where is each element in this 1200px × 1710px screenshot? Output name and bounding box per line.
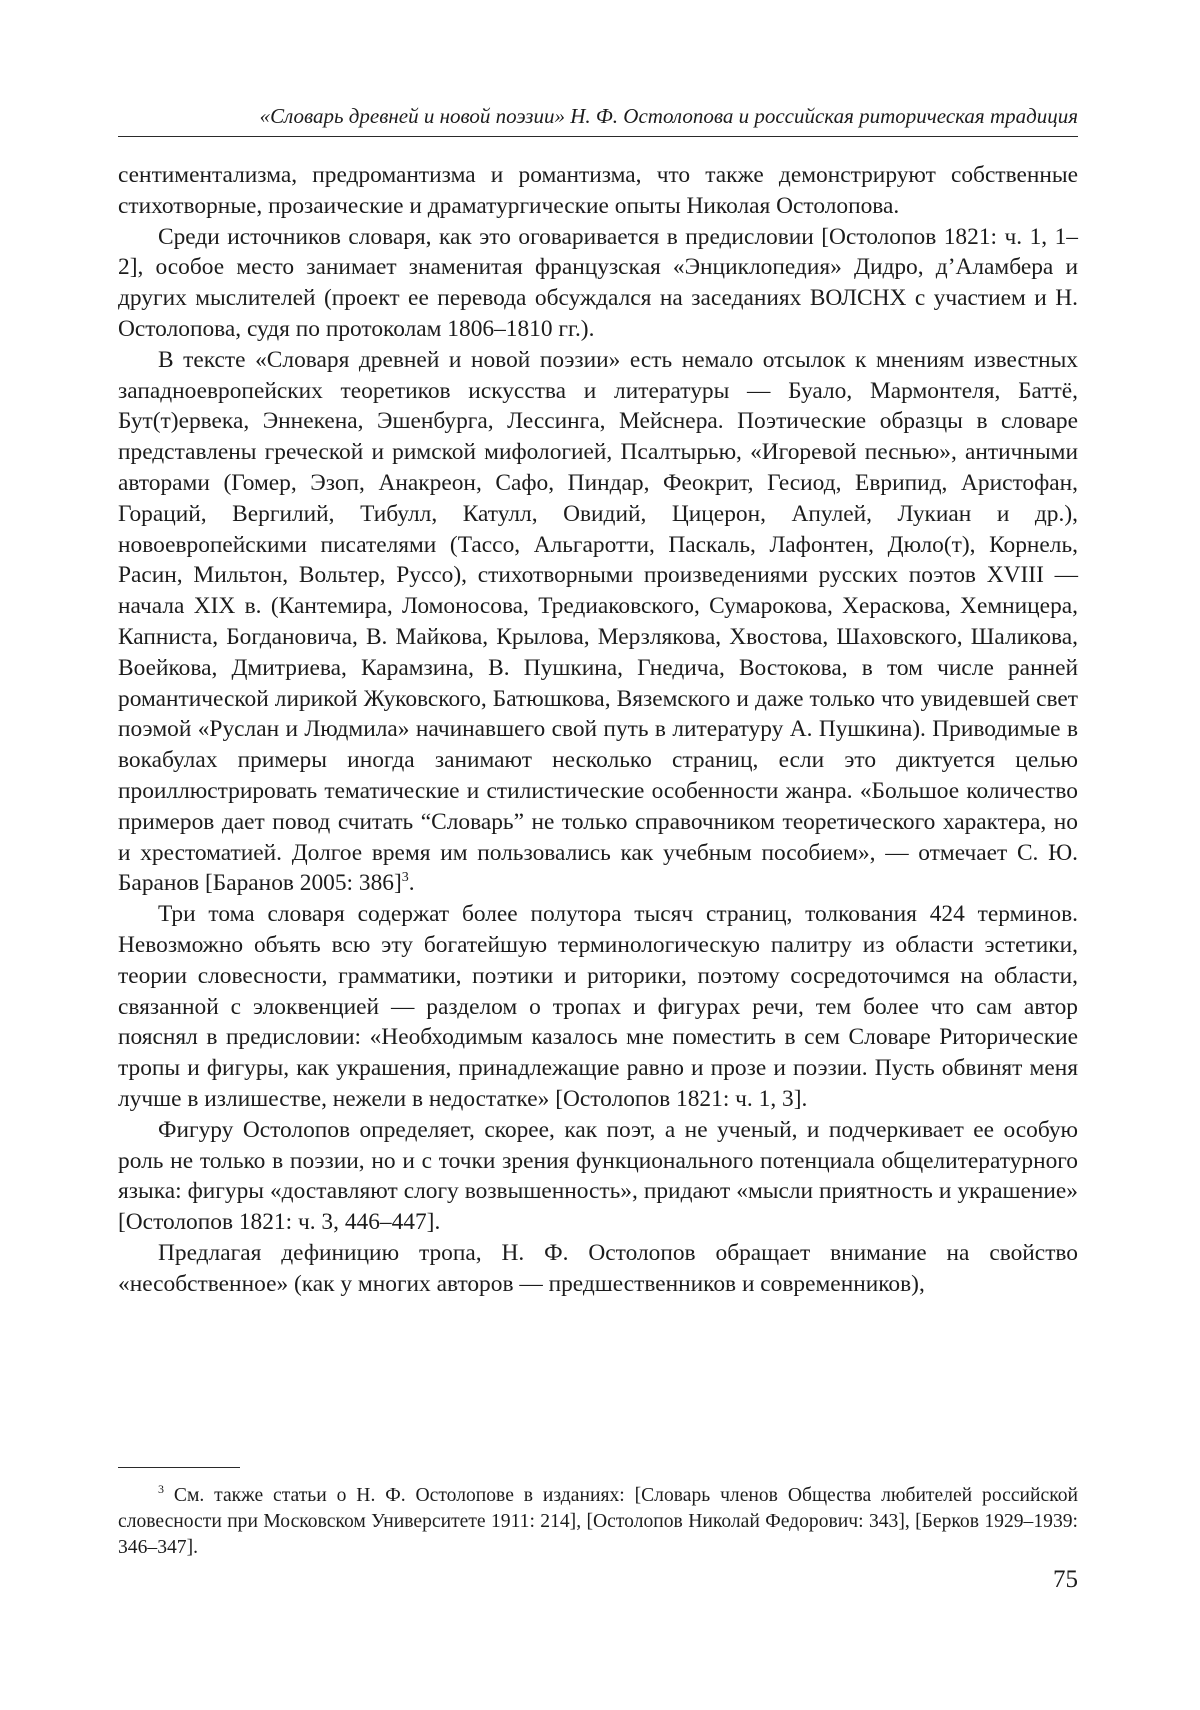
- document-page: [118, 0, 1078, 1710]
- running-header: «Словарь древней и новой поэзии» Н. Ф. Остолопова и российская риторическая традиция: [259, 104, 1078, 128]
- paragraph-6: Предлагая дефиницию тропа, Н. Ф. Остолопов обращает внимание на свойство «несобственное» (как у многих авторов — предшественников и современников),: [118, 1239, 1078, 1297]
- footnote-rule: [118, 1467, 240, 1468]
- paragraph-1: сентиментализма, предромантизма и романтизма, что также демонстрируют собственные стихотворные, прозаические и драматургические опыты Николая Остолопова.: [118, 162, 1078, 219]
- paragraph-5: Фигуру Остолопов определяет, скорее, как поэт, а не ученый, и подчеркивает ее особую роль не только в поэзии, но и с точки зрения функционального потенциала общелитературного языка: фигуры «доставляют слогу возвышенность», придают «мысли приятность и украшение» [Остолопов 1821: ч. 3, 446–447].: [118, 1116, 1078, 1236]
- header-rule: [118, 136, 1078, 137]
- paragraph-3-text: В тексте «Словаря древней и новой поэзии» есть немало отсылок к мнениям известных западноевропейских теоретиков искусства и литературы — Буало, Мармонтеля, Баттё, Бут(т)ервека, Эннекена, Эшенбурга, Лессинга, Мейснера. Поэтические образцы в словаре представлены греческой и римской мифологией, Псалтырью, «Игоревой песнью», античными авторами (Гомер, Эзоп, Анакреон, Сафо, Пиндар, Феокрит, Гесиод, Еврипид, Аристофан, Гораций, Вергилий, Тибулл, Катулл, Овидий, Цицерон, Апулей, Лукиан и др.), новоевропейскими писателями (Тассо, Альгаротти, Паскаль, Лафонтен, Дюло(т), Корнель, Расин, Мильтон, Вольтер, Руссо), стихотворными произведениями русских поэтов XVIII — начала XIX в. (Кантемира, Ломоносова, Тредиаковского, Сумарокова, Хераскова, Хемницера, Капниста, Богдановича, В. Майкова, Крылова, Мерзлякова, Хвостова, Шаховского, Шаликова, Воейкова, Дмитриева, Карамзина, В. Пушкина, Гнедича, Востокова, в том числе ранней романтической лирикой Жуковского, Батюшкова, Вяземского и даже только что увидевшей свет поэмой «Руслан и Людмила» начинавшего свой путь в литературу А. Пушкина). Приводимые в вокабулах примеры иногда занимают несколько страниц, если это диктуется целью проиллюстрировать тематические и стилистические особенности жанра. «Большое количество примеров дает повод считать “Словарь” не только справочником теоретического характера, но и хрестоматией. Долгое время им пользовались как учебным пособием», — отмечает С. Ю. Баранов [Баранов 2005: 386]: [118, 346, 1078, 897]
- page-number: 75: [1053, 1566, 1078, 1593]
- paragraph-3: [118, 345, 1078, 899]
- paragraph-2: Среди источников словаря, как это оговаривается в предисловии [Остолопов 1821: ч. 1, 1–2], особое место занимает знаменитая французская «Энциклопедия» Дидро, д’Аламбера и других мыслителей (проект ее перевода обсуждался на заседаниях ВОЛСНХ с участием и Н. Остолопова, судя по протоколам 1806–1810 гг.).: [118, 223, 1078, 342]
- footnote-text: См. также статьи о Н. Ф. Остолопове в изданиях: [Словарь членов Общества любителей российской словесности при Московском Университете 1911: 214], [Остолопов Николай Федорович: 343], [Берков 1929–1939: 346–347].: [118, 1485, 1078, 1559]
- footnote-number: 3: [158, 1482, 164, 1496]
- paragraph-3-end: .: [408, 870, 415, 897]
- paragraph-4: Три тома словаря содержат более полутора тысяч страниц, толкования 424 терминов. Невозможно объять всю эту богатейшую терминологическую палитру из области эстетики, теории словесности, грамматики, поэтики и риторики, поэтому сосредоточимся на области, связанной с элоквенцией — разделом о тропах и фигурах речи, тем более что сам автор пояснял в предисловии: «Необходимым казалось мне поместить в сем Словаре Риторические тропы и фигуры, как украшения, принадлежащие равно и прозе и поэзии. Пусть обвинят меня лучше в излишестве, нежели в недостатке» [Остолопов 1821: ч. 1, 3].: [118, 901, 1078, 1112]
- body-text: [118, 160, 1078, 1299]
- footnote: [118, 1483, 1078, 1562]
- footnote-reference[interactable]: 3: [401, 870, 409, 886]
